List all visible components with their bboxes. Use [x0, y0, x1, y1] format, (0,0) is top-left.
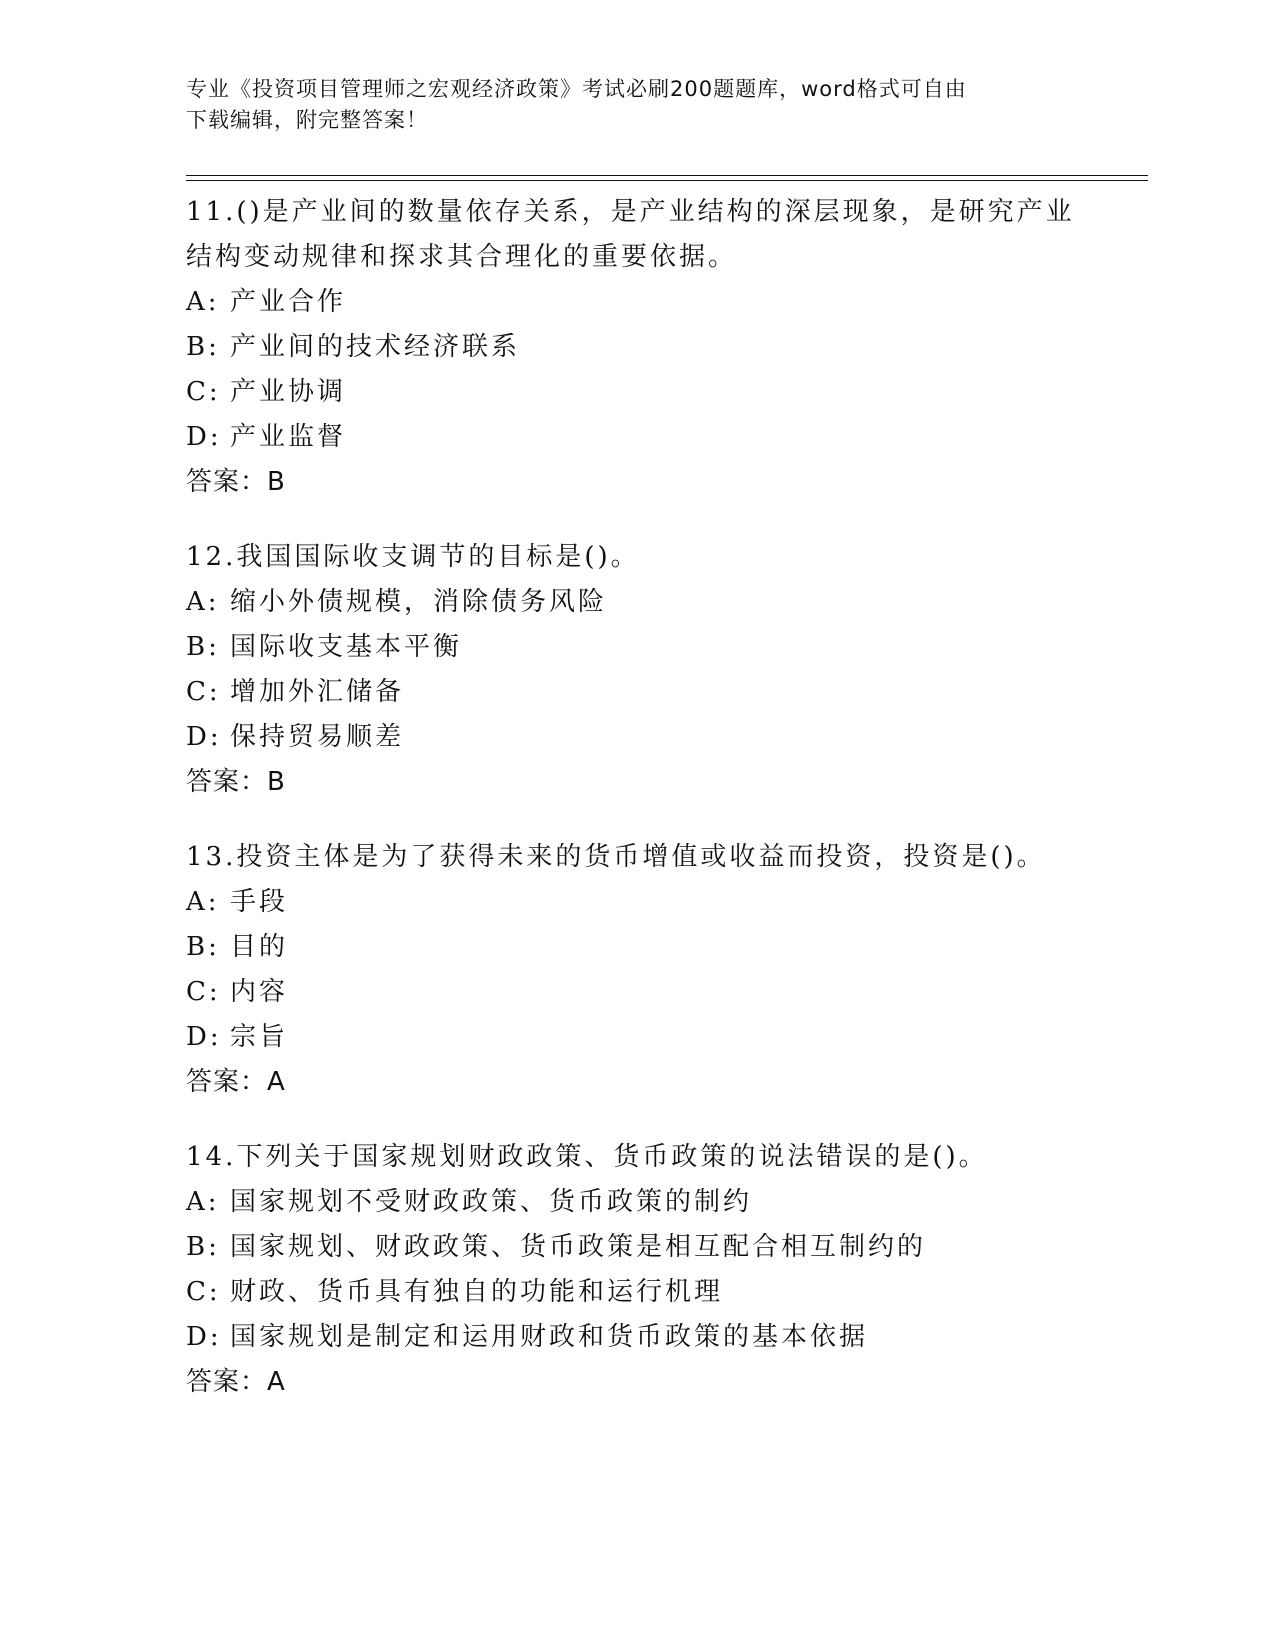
- question-text-line-1: ()是产业间的数量依存关系，是产业结构的深层现象，是研究产业: [236, 197, 1075, 227]
- option-text: 缩小外债规模，消除债务风险: [230, 587, 608, 617]
- option-letter: C:: [186, 977, 221, 1007]
- option-d: [186, 1315, 1086, 1360]
- option-c: [186, 1270, 1086, 1315]
- option-c: [186, 370, 1086, 415]
- option-b: [186, 325, 1086, 370]
- option-letter: D:: [186, 422, 222, 452]
- question-stem: [186, 1135, 1086, 1180]
- question-text-line-1: 我国国际收支调节的目标是()。: [236, 542, 640, 572]
- option-b: [186, 625, 1086, 670]
- question-stem: [186, 190, 1086, 235]
- header-divider-top: [186, 175, 1148, 176]
- option-letter: C:: [186, 677, 221, 707]
- option-letter: C:: [186, 1277, 221, 1307]
- option-text: 国家规划是制定和运用财政和货币政策的基本依据: [230, 1322, 869, 1352]
- option-text: 保持贸易顺差: [230, 722, 405, 752]
- question-number: 11.: [186, 197, 237, 227]
- answer-line: 答案：B: [186, 467, 286, 497]
- question-stem: [186, 535, 1086, 580]
- option-text: 国家规划不受财政政策、货币政策的制约: [230, 1187, 753, 1217]
- answer-line: 答案：B: [186, 767, 286, 797]
- question-11: [186, 190, 1086, 504]
- option-a: [186, 880, 1086, 925]
- option-letter: D:: [186, 1022, 222, 1052]
- question-12: [186, 535, 1086, 804]
- answer-line: 答案：A: [186, 1067, 286, 1097]
- option-a: [186, 280, 1086, 325]
- option-letter: A:: [186, 887, 220, 917]
- option-letter: A:: [186, 587, 220, 617]
- option-b: [186, 925, 1086, 970]
- question-list: [186, 190, 1086, 1435]
- option-text: 产业间的技术经济联系: [230, 332, 521, 362]
- option-text: 产业协调: [230, 377, 347, 407]
- header-divider-bottom: [186, 180, 1148, 181]
- option-text: 内容: [230, 977, 289, 1007]
- option-c: [186, 670, 1086, 715]
- question-text-line-2: 结构变动规律和探求其合理化的重要依据。: [186, 242, 738, 272]
- option-letter: D:: [186, 1322, 222, 1352]
- option-a: [186, 580, 1086, 625]
- answer-line: 答案：A: [186, 1367, 286, 1397]
- header-line-2: 下载编辑，附完整答案！: [186, 108, 428, 132]
- question-text-line-1: 投资主体是为了获得未来的货币增值或收益而投资，投资是()。: [236, 842, 1046, 872]
- option-text: 手段: [230, 887, 289, 917]
- option-a: [186, 1180, 1086, 1225]
- option-text: 宗旨: [230, 1022, 289, 1052]
- option-letter: A:: [186, 1187, 220, 1217]
- option-letter: B:: [186, 932, 220, 962]
- option-letter: B:: [186, 632, 220, 662]
- option-letter: B:: [186, 332, 220, 362]
- option-letter: D:: [186, 722, 222, 752]
- option-text: 目的: [230, 932, 289, 962]
- header-line-1: 专业《投资项目管理师之宏观经济政策》考试必刷200题题库，word格式可自由: [186, 77, 967, 101]
- option-letter: C:: [186, 377, 221, 407]
- option-text: 产业合作: [230, 287, 347, 317]
- question-13: [186, 835, 1086, 1104]
- question-number: 13.: [186, 842, 237, 872]
- document-header: [186, 74, 1086, 136]
- question-number: 12.: [186, 542, 237, 572]
- question-stem: [186, 835, 1086, 880]
- option-text: 国际收支基本平衡: [230, 632, 463, 662]
- option-d: [186, 415, 1086, 460]
- option-c: [186, 970, 1086, 1015]
- question-14: [186, 1135, 1086, 1404]
- option-text: 产业监督: [230, 422, 347, 452]
- option-b: [186, 1225, 1086, 1270]
- option-text: 国家规划、财政政策、货币政策是相互配合相互制约的: [230, 1232, 927, 1262]
- option-text: 增加外汇储备: [230, 677, 405, 707]
- option-d: [186, 1015, 1086, 1060]
- option-letter: B:: [186, 1232, 220, 1262]
- question-text-line-1: 下列关于国家规划财政政策、货币政策的说法错误的是()。: [236, 1142, 988, 1172]
- option-text: 财政、货币具有独自的功能和运行机理: [230, 1277, 724, 1307]
- question-number: 14.: [186, 1142, 237, 1172]
- option-d: [186, 715, 1086, 760]
- option-letter: A:: [186, 287, 220, 317]
